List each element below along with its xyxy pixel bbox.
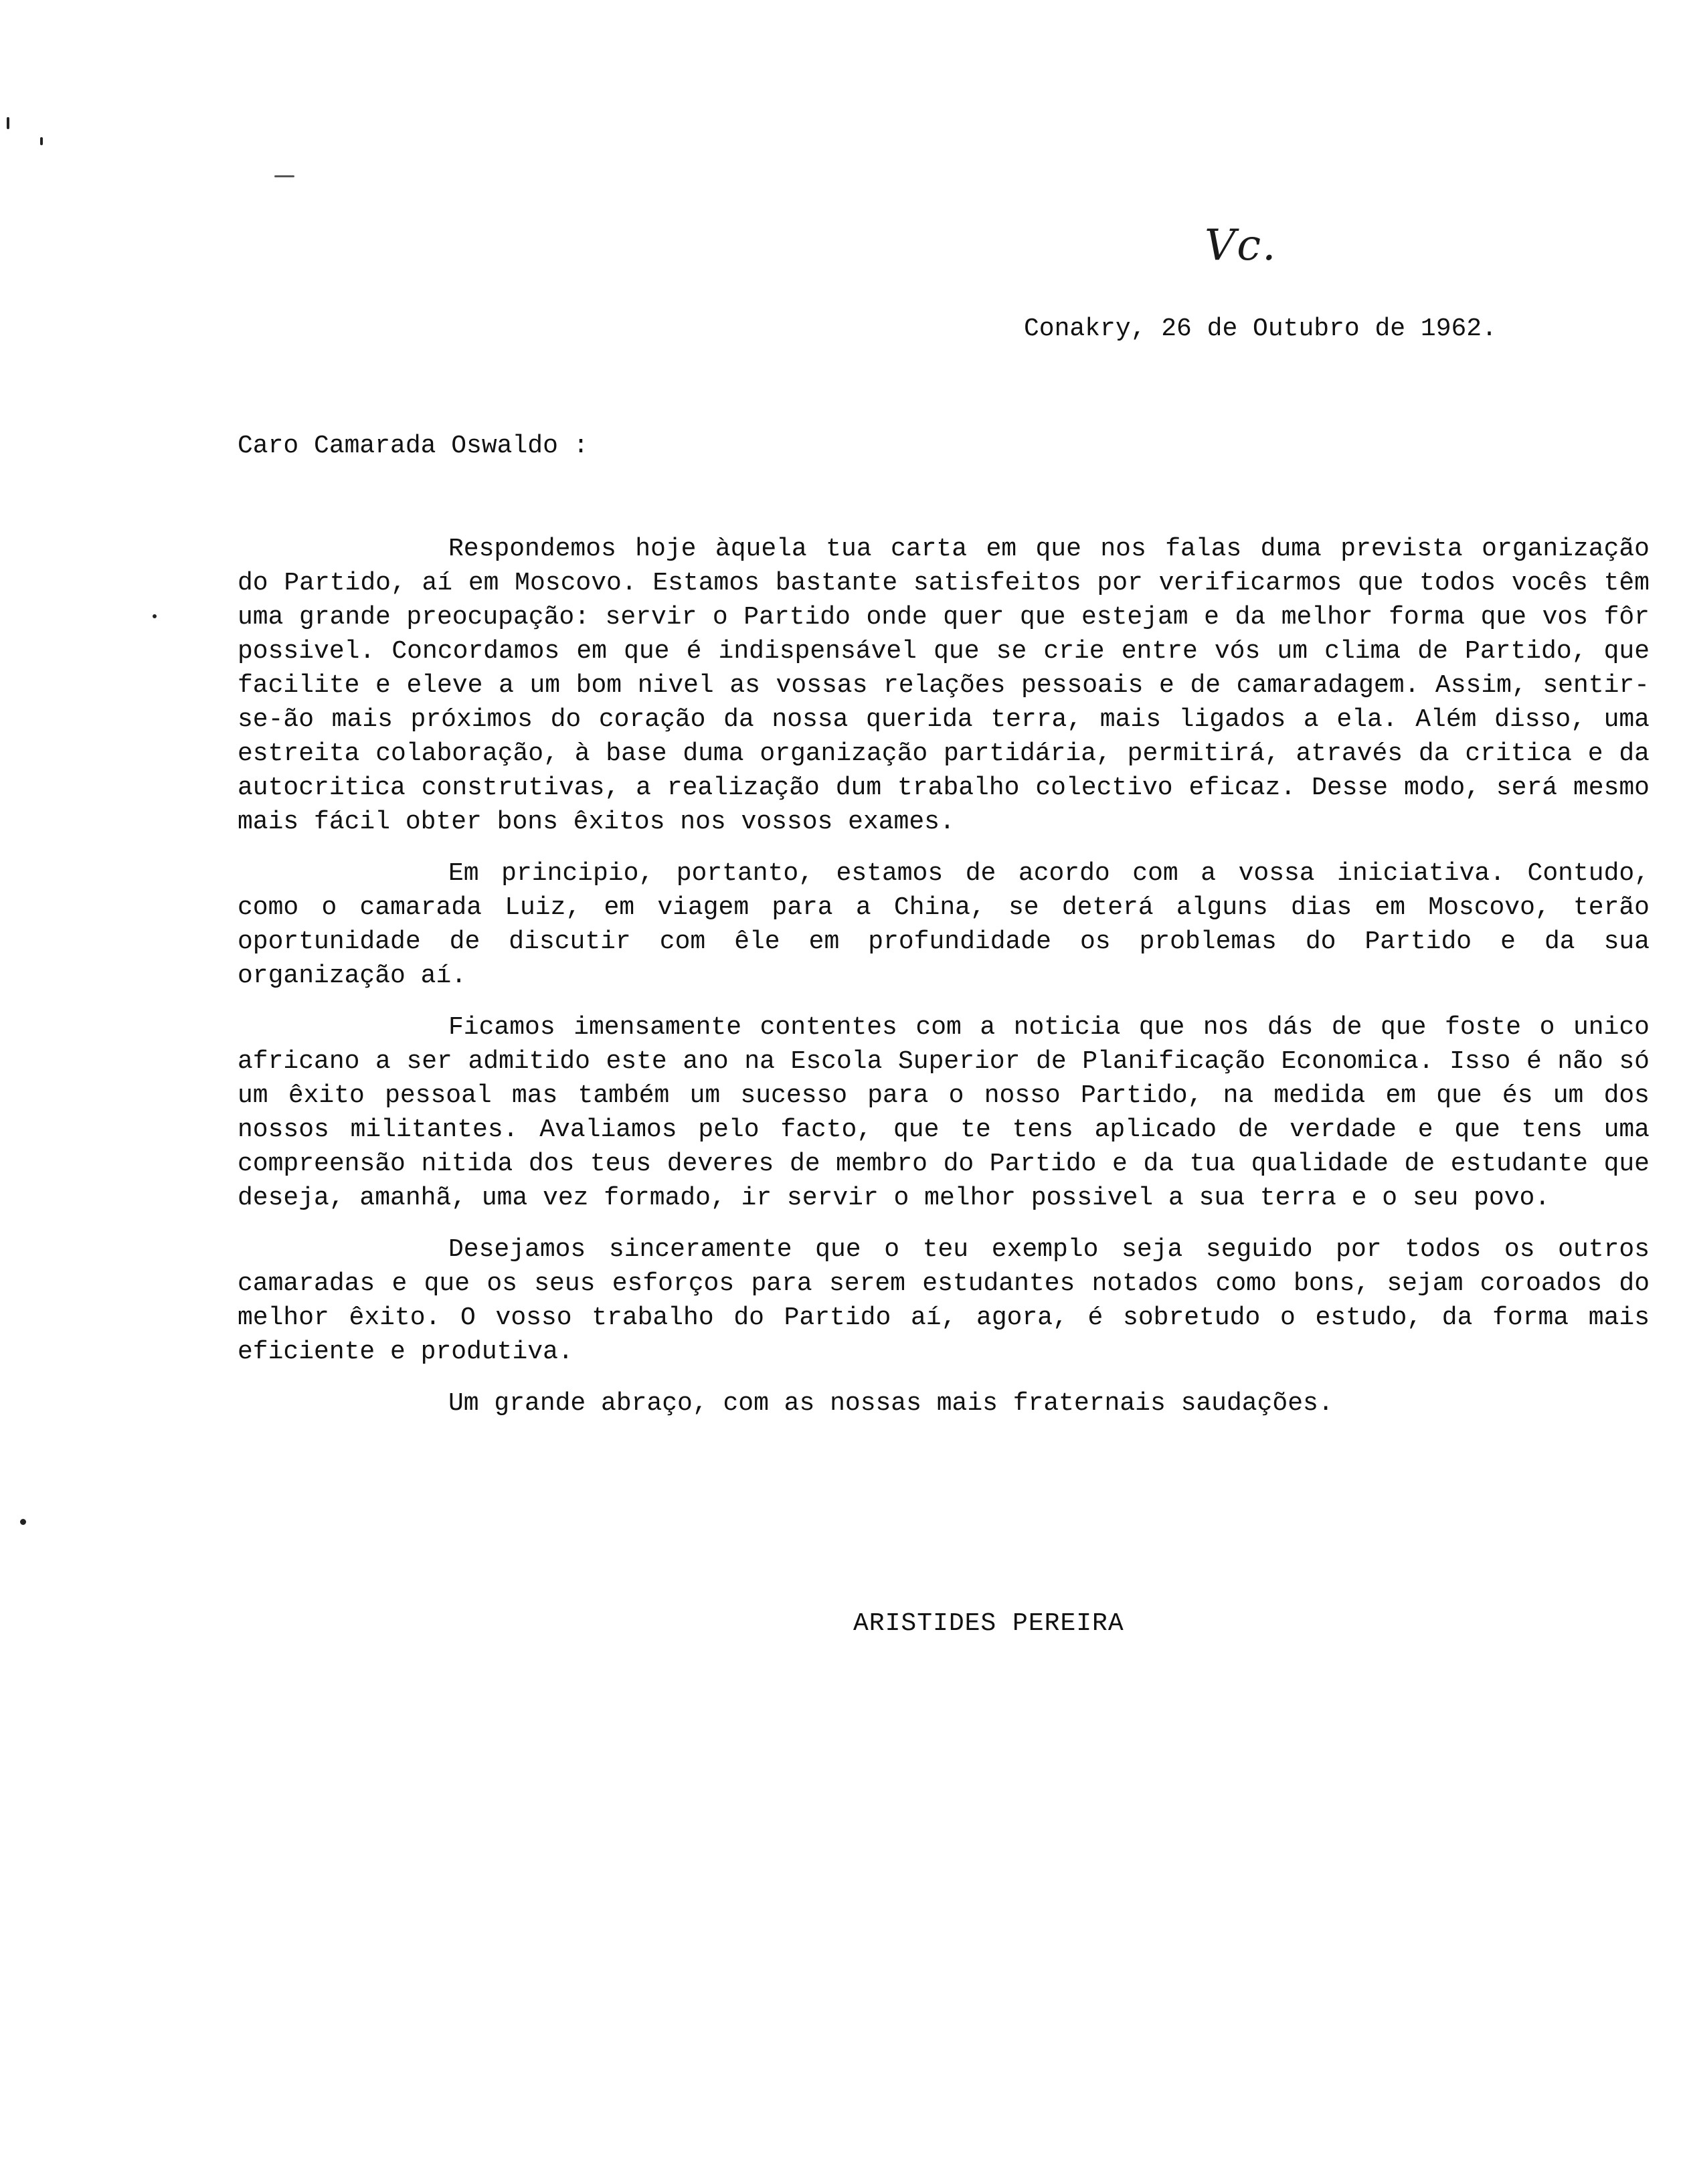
scan-speck bbox=[153, 614, 157, 618]
letter-body bbox=[238, 532, 1650, 1421]
scan-speck bbox=[7, 117, 9, 129]
handwritten-annotation: Vc. bbox=[1205, 221, 1277, 270]
paragraph-4: Desejamos sinceramente que o teu exemplo seja seguido por todos os outros camaradas e que os seus esforços para serem estudantes notados como bons, sejam coroados do melhor êxito. O vosso trabalho do Partido aí, agora, é sobretudo o estudo, da forma mais eficiente e produtiva. bbox=[238, 1235, 1650, 1366]
signature-name: ARISTIDES PEREIRA bbox=[853, 1609, 1124, 1638]
date-line: Conakry, 26 de Outubro de 1962. bbox=[1024, 314, 1497, 343]
scan-speck bbox=[40, 137, 43, 145]
paragraph-2: Em principio, portanto, estamos de acordo com a vossa iniciativa. Contudo, como o camarada Luiz, em viagem para a China, se deterá alguns dias em Moscovo, terão oportunidade de discutir com êle em profundidade os problemas do Partido e da sua organização aí. bbox=[238, 859, 1650, 990]
closing-line: Um grande abraço, com as nossas mais fraternais saudações. bbox=[448, 1389, 1334, 1418]
paragraph-3: Ficamos imensamente contentes com a noticia que nos dás de que foste o unico africano a ser admitido este ano na Escola Superior de Planificação Economica. Isso é não só um êxito pessoal mas também um sucesso para o nosso Partido, na medida em que és um dos nossos militantes. Avaliamos pelo facto, que te tens aplicado de verdade e que tens uma compreensão nitida dos teus deveres de membro do Partido e da tua qualidade de estudante que deseja, amanhã, uma vez formado, ir servir o melhor possivel a sua terra e o seu povo. bbox=[238, 1013, 1650, 1212]
scan-speck bbox=[20, 1519, 26, 1525]
paragraph-1: Respondemos hoje àquela tua carta em que nos falas duma prevista organização do Partido, aí em Moscovo. Estamos bastante satisfeitos por verificarmos que todos vocês têm uma grande preocupação: servir o Partido onde quer que estejam e da melhor forma que vos fôr possivel. Concordamos em que é indispensável que se crie entre vós um clima de Partido, que facilite e eleve a um bom nivel as vossas relações pessoais e de camaradagem. Assim, sentir-se-ão mais próximos do coração da nossa querida terra, mais ligados a ela. Além disso, uma estreita colaboração, à base duma organização partidária, permitirá, através da critica e da autocritica construtivas, a realização dum trabalho colectivo eficaz. Desse modo, será mesmo mais fácil obter bons êxitos nos vossos exames. bbox=[238, 535, 1650, 836]
salutation: Caro Camarada Oswaldo : bbox=[238, 432, 589, 460]
scan-speck bbox=[274, 175, 294, 177]
